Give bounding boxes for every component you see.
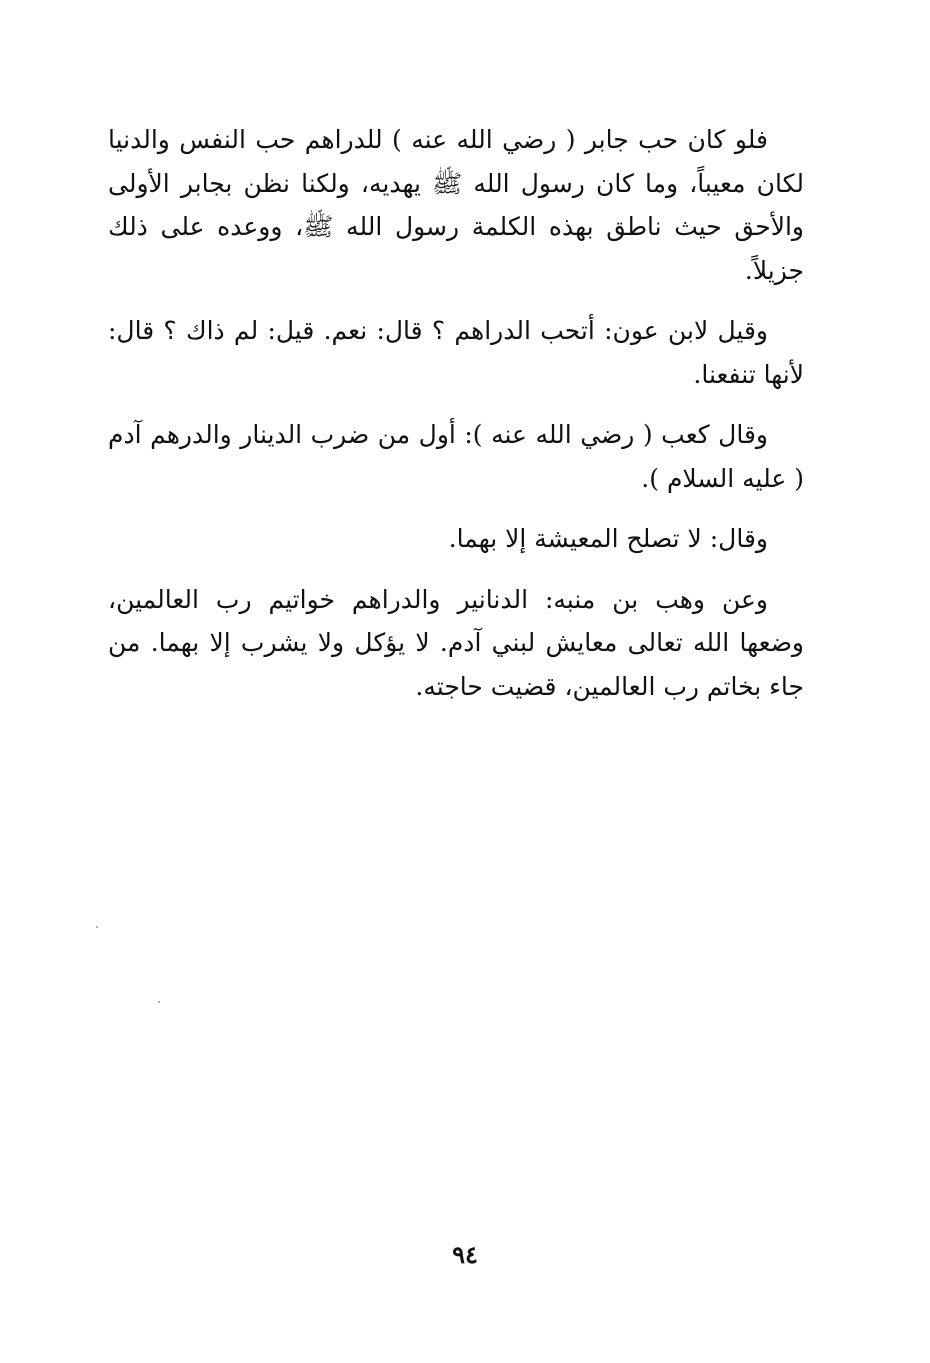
scan-speck (96, 926, 98, 928)
scan-speck (158, 1001, 160, 1003)
paragraph-jabir: فلو كان حب جابر ( رضي الله عنه ) للدراهم حب النفس والدنيا لكان معيباً، وما كان رسول الله ﷺ يهديه، ولكنا نظن بجابر الأولى والأحق حيث ناطق بهذه الكلمة رسول الله ﷺ، ووعده على ذلك جزيلاً. (108, 125, 804, 285)
paragraph-kaab: وقال كعب ( رضي الله عنه ): أول من ضرب الدينار والدرهم آدم ( عليه السلام ). (108, 420, 804, 493)
paragraph-ibn-awn: وقيل لابن عون: أتحب الدراهم ؟ قال: نعم. قيل: لم ذاك ؟ قال: لأنها تنفعنا. (108, 316, 804, 389)
page-number: ٩٤ (452, 1240, 478, 1269)
paragraph-livelihood: وقال: لا تصلح المعيشة إلا بهما. (448, 524, 768, 553)
paragraph-wahb: وعن وهب بن منبه: الدنانير والدراهم خواتيم رب العالمين، وضعها الله تعالى معايش لبني آدم. لا يؤكل ولا يشرب إلا بهما. من جاء بخاتم رب العالمين، قضيت حاجته. (108, 584, 804, 701)
body-text (108, 118, 804, 725)
